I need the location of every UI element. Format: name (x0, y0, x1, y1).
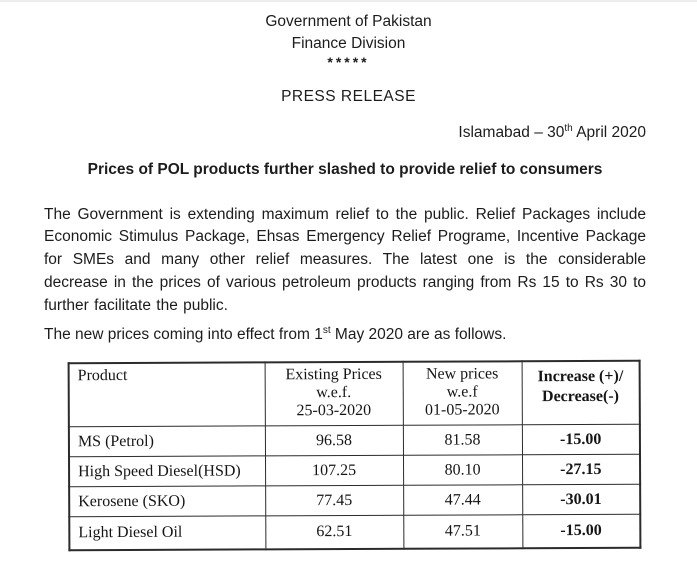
table-row (69, 484, 640, 516)
cell-existing-price: 77.45 (265, 485, 403, 516)
cell-new-price: 47.51 (403, 515, 522, 549)
cell-existing-price: 107.25 (265, 455, 403, 486)
table-row (69, 514, 640, 549)
cell-product: High Speed Diesel(HSD) (69, 456, 265, 487)
cell-change: -15.00 (522, 424, 640, 455)
table-row (69, 424, 640, 456)
headline: Prices of POL products further slashed to provide relief to consumers (87, 161, 603, 178)
cell-product: Light Diesel Oil (69, 516, 265, 550)
header-new-prices: New prices w.e.f 01-05-2020 (403, 361, 522, 425)
org-name: Government of Pakistan (265, 13, 432, 30)
header-existing-prices: Existing Prices w.e.f. 25-03-2020 (265, 362, 403, 426)
letterhead (0, 2, 697, 70)
dateline-text-after: April 2020 (572, 123, 646, 141)
effect-date-line (44, 324, 646, 347)
body-paragraph: The Government is extending maximum relief to the public. Relief Packages include Economic Stimulus Package, Ehsas Emergency Relief Programe, Incentive Package for SMEs and many other relief measures. The latest one is the considerable decrease in the prices of various petroleum products ranging from Rs 15 to Rs 30 to further facilitate the public. (44, 205, 646, 314)
header-increase-decrease: Increase (+)/ Decrease(-) (522, 361, 640, 425)
dateline-text: Islamabad – 30 (458, 123, 565, 141)
effect-line-text-after: May 2020 are as follows. (330, 326, 507, 344)
cell-product: MS (Petrol) (69, 426, 265, 457)
prices-table-container (68, 360, 640, 551)
cell-new-price: 47.44 (403, 485, 522, 516)
prices-table (68, 360, 642, 551)
header-product: Product (69, 362, 265, 426)
stars-separator: ***** (327, 54, 370, 70)
cell-change: -30.01 (522, 484, 640, 515)
dateline (44, 122, 646, 144)
table-row (69, 454, 640, 486)
cell-new-price: 81.58 (403, 425, 522, 456)
cell-existing-price: 96.58 (265, 425, 403, 456)
dateline-ordinal-superscript: th (564, 122, 573, 134)
cell-new-price: 80.10 (403, 455, 522, 486)
cell-change: -27.15 (522, 454, 640, 485)
effect-line-ordinal-superscript: st (322, 325, 331, 337)
press-release-label: PRESS RELEASE (281, 88, 416, 105)
effect-line-text: The new prices coming into effect from 1 (44, 326, 323, 344)
cell-change: -15.00 (522, 514, 640, 548)
cell-existing-price: 62.51 (265, 515, 403, 549)
division-name: Finance Division (291, 34, 406, 52)
table-header-row (69, 361, 640, 427)
cell-product: Kerosene (SKO) (69, 486, 265, 517)
